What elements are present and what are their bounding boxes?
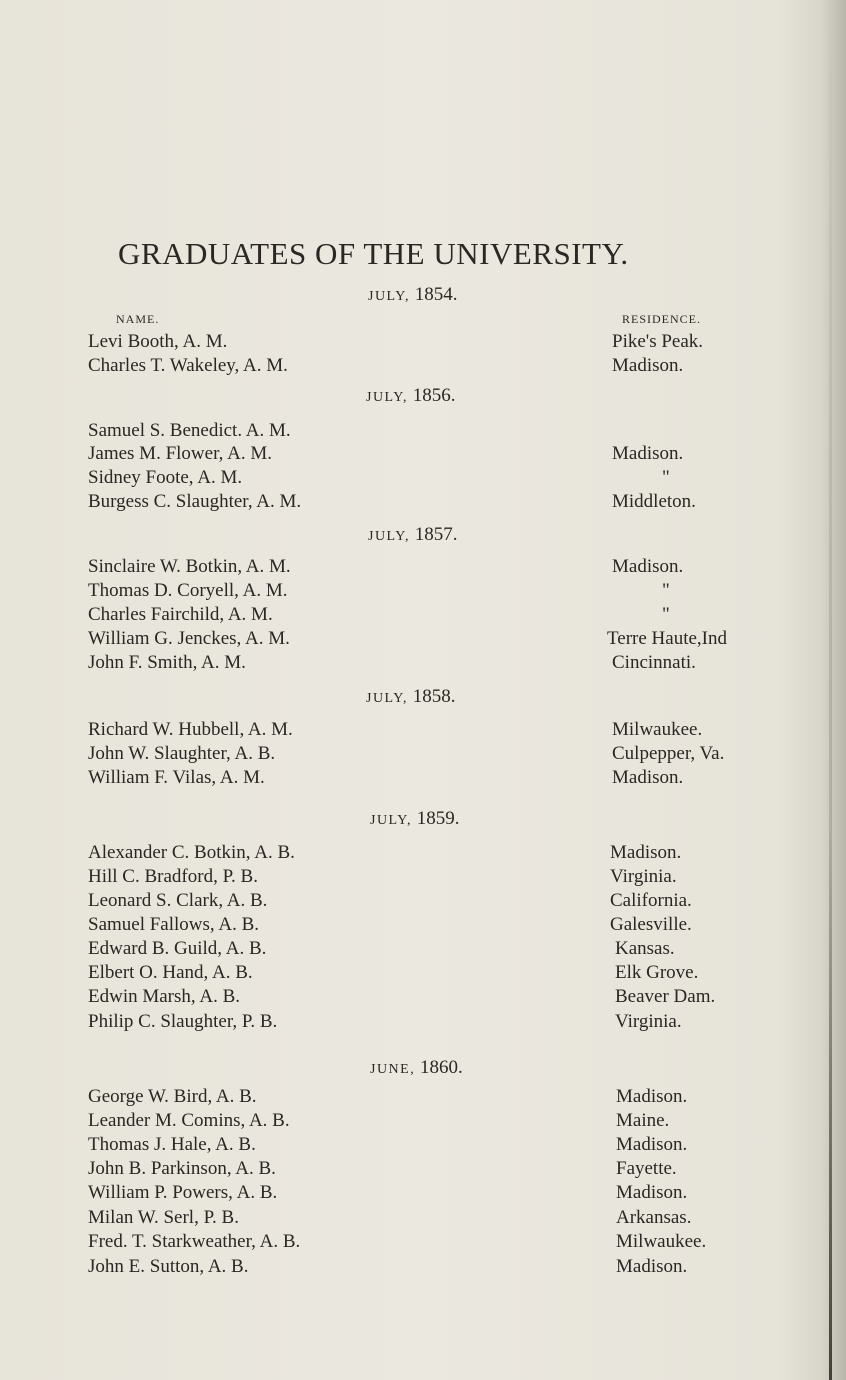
graduate-residence: Pike's Peak. <box>612 331 704 352</box>
graduate-row <box>0 1134 846 1158</box>
section-year: 1854. <box>414 284 458 305</box>
graduate-name: Leander M. Comins, A. B. <box>88 1110 290 1131</box>
graduate-residence: Madison. <box>612 443 684 464</box>
graduate-row <box>0 420 846 444</box>
section-heading <box>370 1057 463 1079</box>
graduate-name: Samuel Fallows, A. B. <box>88 914 260 935</box>
section-heading <box>368 524 458 546</box>
graduate-residence: Terre Haute,Ind <box>607 628 727 649</box>
graduate-residence: Milwaukee. <box>612 719 703 740</box>
section-heading <box>368 284 458 306</box>
section-year: 1858. <box>412 686 456 707</box>
graduate-row <box>0 556 846 580</box>
graduate-residence: Arkansas. <box>616 1207 692 1228</box>
graduate-row <box>0 890 846 914</box>
graduate-residence: " <box>662 580 670 601</box>
graduate-row <box>0 1011 846 1035</box>
graduate-name: Thomas J. Hale, A. B. <box>88 1134 256 1155</box>
graduate-row <box>0 1256 846 1280</box>
graduate-name: Edward B. Guild, A. B. <box>88 938 267 959</box>
graduate-residence: Beaver Dam. <box>615 986 716 1007</box>
graduate-residence: Madison. <box>616 1134 688 1155</box>
graduate-row <box>0 767 846 791</box>
graduate-name: Elbert O. Hand, A. B. <box>88 962 253 983</box>
graduate-residence: Madison. <box>610 842 682 863</box>
graduate-row <box>0 1207 846 1231</box>
graduate-name: Alexander C. Botkin, A. B. <box>88 842 295 863</box>
section-heading <box>366 385 456 407</box>
graduate-name: John W. Slaughter, A. B. <box>88 743 276 764</box>
section-month: JUNE, <box>370 1062 416 1077</box>
graduate-row <box>0 652 846 676</box>
graduate-row <box>0 1231 846 1255</box>
graduate-residence: Middleton. <box>612 491 696 512</box>
section-year: 1857. <box>414 524 458 545</box>
graduate-row <box>0 331 846 355</box>
graduate-name: Sinclaire W. Botkin, A. M. <box>88 556 291 577</box>
graduate-residence: Maine. <box>616 1110 670 1131</box>
graduate-residence: Madison. <box>616 1086 688 1107</box>
graduate-name: Leonard S. Clark, A. B. <box>88 890 268 911</box>
graduate-residence: California. <box>610 890 692 911</box>
graduate-name: James M. Flower, A. M. <box>88 443 272 464</box>
graduate-row <box>0 355 846 379</box>
graduate-name: Burgess C. Slaughter, A. M. <box>88 491 302 512</box>
graduate-row <box>0 962 846 986</box>
column-header-name: NAME. <box>116 312 160 326</box>
graduate-name: George W. Bird, A. B. <box>88 1086 257 1107</box>
column-header-residence: RESIDENCE. <box>622 312 701 326</box>
graduate-row <box>0 443 846 467</box>
graduate-name: Philip C. Slaughter, P. B. <box>88 1011 278 1032</box>
graduate-row <box>0 1086 846 1110</box>
graduate-residence: Virginia. <box>615 1011 682 1032</box>
graduate-residence: " <box>662 604 670 625</box>
graduate-name: Charles T. Wakeley, A. M. <box>88 355 288 376</box>
graduate-name: William P. Powers, A. B. <box>88 1182 278 1203</box>
graduate-name: William F. Vilas, A. M. <box>88 767 265 788</box>
graduate-row <box>0 743 846 767</box>
graduate-row <box>0 1110 846 1134</box>
graduate-row <box>0 938 846 962</box>
graduate-residence: Madison. <box>612 767 684 788</box>
graduate-row <box>0 604 846 628</box>
section-month: JULY, <box>366 390 409 405</box>
graduate-residence: Virginia. <box>610 866 677 887</box>
graduate-name: Sidney Foote, A. M. <box>88 467 243 488</box>
graduate-row <box>0 628 846 652</box>
graduate-row <box>0 914 846 938</box>
section-year: 1859. <box>416 808 460 829</box>
graduate-residence: Elk Grove. <box>615 962 699 983</box>
graduate-name: Samuel S. Benedict. A. M. <box>88 420 291 441</box>
graduate-residence: Culpepper, Va. <box>612 743 725 764</box>
section-month: JULY, <box>366 691 409 706</box>
graduate-row <box>0 1158 846 1182</box>
graduate-name: Thomas D. Coryell, A. M. <box>88 580 288 601</box>
graduate-row <box>0 467 846 491</box>
graduate-name: Richard W. Hubbell, A. M. <box>88 719 293 740</box>
graduate-name: Fred. T. Starkweather, A. B. <box>88 1231 301 1252</box>
graduate-name: Edwin Marsh, A. B. <box>88 986 240 1007</box>
graduate-residence: Madison. <box>616 1182 688 1203</box>
section-month: JULY, <box>370 813 413 828</box>
section-month: JULY, <box>368 529 411 544</box>
graduate-row <box>0 719 846 743</box>
page-title: GRADUATES OF THE UNIVERSITY. <box>118 236 629 271</box>
graduate-residence: Madison. <box>616 1256 688 1277</box>
graduate-row <box>0 580 846 604</box>
graduate-row <box>0 866 846 890</box>
graduate-residence: Milwaukee. <box>616 1231 707 1252</box>
section-year: 1856. <box>412 385 456 406</box>
section-heading <box>366 686 456 708</box>
graduate-residence: Kansas. <box>615 938 675 959</box>
graduate-row <box>0 842 846 866</box>
graduate-row <box>0 1182 846 1206</box>
section-month: JULY, <box>368 289 411 304</box>
graduate-name: Levi Booth, A. M. <box>88 331 228 352</box>
graduate-name: John B. Parkinson, A. B. <box>88 1158 276 1179</box>
graduate-row <box>0 491 846 515</box>
graduate-residence: Cincinnati. <box>612 652 696 673</box>
graduate-name: John E. Sutton, A. B. <box>88 1256 249 1277</box>
graduate-name: William G. Jenckes, A. M. <box>88 628 290 649</box>
graduate-name: Milan W. Serl, P. B. <box>88 1207 239 1228</box>
graduate-residence: " <box>662 467 670 488</box>
graduate-name: Charles Fairchild, A. M. <box>88 604 273 625</box>
section-year: 1860. <box>419 1057 463 1078</box>
graduate-residence: Galesville. <box>610 914 692 935</box>
graduate-name: Hill C. Bradford, P. B. <box>88 866 258 887</box>
graduate-name: John F. Smith, A. M. <box>88 652 246 673</box>
graduate-residence: Madison. <box>612 355 684 376</box>
graduate-row <box>0 986 846 1010</box>
section-heading <box>370 808 460 830</box>
graduate-residence: Madison. <box>612 556 684 577</box>
graduate-residence: Fayette. <box>616 1158 677 1179</box>
